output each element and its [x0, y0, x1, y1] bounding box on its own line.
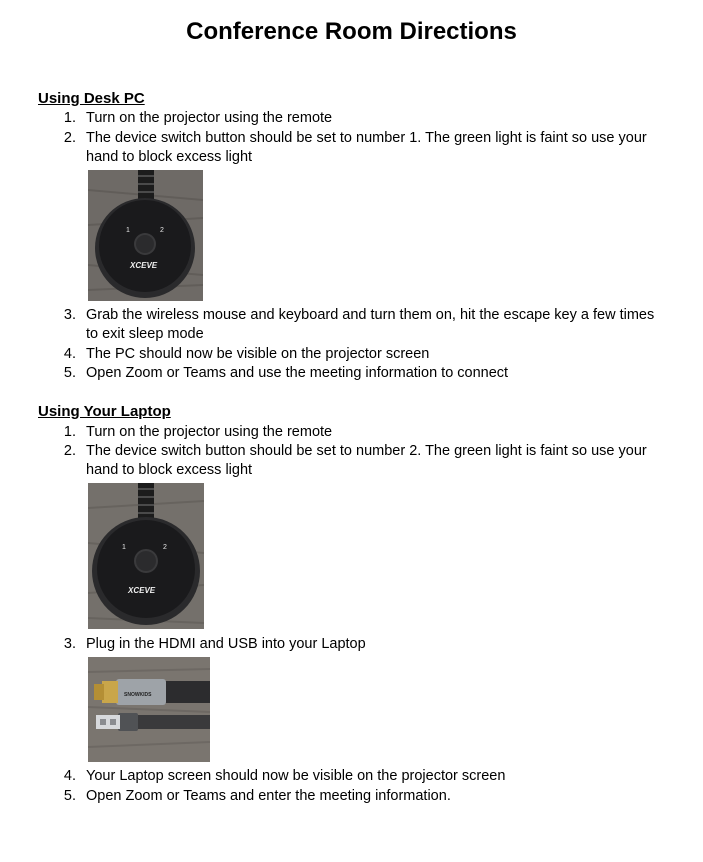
step-text: Grab the wireless mouse and keyboard and turn them on, hit the escape key a few times to exit sleep mode: [86, 307, 655, 342]
step-number: 5.: [63, 788, 76, 804]
step-number: 2.: [63, 130, 76, 146]
step-number: 3.: [63, 636, 76, 652]
step-number: 2.: [63, 443, 76, 459]
brand-label: XCEVE: [128, 586, 156, 595]
switch-label-2: 2: [160, 227, 164, 234]
step-text: Turn on the projector using the remote: [86, 110, 333, 126]
step-number: 4.: [63, 346, 76, 362]
step-text: The PC should now be visible on the projector screen: [86, 346, 430, 362]
switch-label-1: 1: [126, 227, 130, 234]
cable-brand-label: SNOWKIDS: [124, 692, 152, 698]
step-number: 1.: [63, 424, 76, 440]
step-number: 1.: [63, 110, 76, 126]
step-number: 3.: [63, 307, 76, 323]
step-text: Turn on the projector using the remote: [86, 424, 333, 440]
step-text: Your Laptop screen should now be visible on the projector screen: [86, 768, 506, 784]
section-heading-laptop: Using Your Laptop: [38, 403, 171, 420]
step-text: Open Zoom or Teams and use the meeting information to connect: [86, 365, 509, 381]
step-number: 5.: [63, 365, 76, 381]
page-title: Conference Room Directions: [186, 18, 517, 45]
switch-label-1: 1: [122, 544, 126, 551]
step-text: Open Zoom or Teams and enter the meeting information.: [86, 788, 451, 804]
section-heading-desk-pc: Using Desk PC: [38, 90, 145, 107]
brand-label: XCEVE: [130, 261, 158, 270]
step-text: The device switch button should be set to number 2. The green light is faint so use your hand to block excess light: [86, 443, 647, 478]
hdmi-usb-cable-photo: [88, 657, 210, 762]
step-text: The device switch button should be set to number 1. The green light is faint so use your hand to block excess light: [86, 130, 647, 165]
step-text: Plug in the HDMI and USB into your Laptop: [86, 636, 366, 652]
switch-label-2: 2: [163, 544, 167, 551]
switch-photo-1: [88, 170, 203, 301]
switch-photo-2: [88, 483, 204, 629]
step-number: 4.: [63, 768, 76, 784]
